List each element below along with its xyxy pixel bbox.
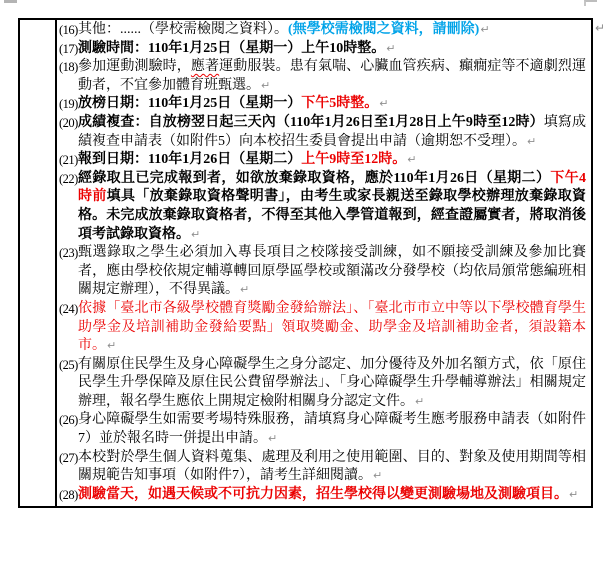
paragraph-mark-icon: ↵ (261, 78, 271, 92)
item-text-segment: 身心障礙學生如需要考場特殊服務，請填寫身心障礙考生應考服務申請表（如附件7）並於報名時一併提出申請。 (78, 412, 586, 447)
item-text-segment: 經錄取且已完成報到者，如欲放棄錄取資格，應於110年1月26日（星期二） (78, 170, 551, 186)
list-item-22 (59, 170, 586, 244)
list-item-23 (59, 244, 586, 300)
item-text-segment: 測驗時間：110年1月25日（星期一）上午10時整。 (78, 40, 386, 56)
item-text-segment: 其他：......（學校需檢閱之資料）。 (78, 22, 288, 37)
item-text-segment: 本校對於學生個人資料蒐集、處理及利用之使用範圍、目的、對象及使用期間等相關規範告知事項（如附件7），請考生詳細閱讀。 (78, 449, 586, 484)
paragraph-mark-icon: ↵ (415, 394, 425, 408)
clipped-paragraph-mark-icon (584, 0, 597, 6)
item-number: (24) (59, 301, 78, 316)
item-number: (26) (59, 413, 78, 428)
item-text-segment: 上午9時至12時。 (301, 152, 407, 168)
paragraph-mark-icon: ↵ (373, 469, 383, 483)
paragraph-mark-icon: ↵ (379, 97, 389, 111)
paragraph-mark-icon: ↵ (107, 339, 117, 353)
item-text-segment: 下午4時前 (78, 170, 587, 205)
list-item-16 (59, 21, 586, 40)
item-number: (23) (59, 246, 78, 261)
item-text-segment: (無學校需檢閱之資料，請刪除) (288, 22, 480, 37)
list-item-21 (59, 151, 586, 170)
paragraph-mark-icon: ↵ (480, 23, 490, 36)
item-number: (25) (59, 357, 78, 372)
item-text-segment: 運動服裝。患有氣喘、心臟血管疾病、癲癇症等不適劇烈運動者，不宜參加體育班甄選。 (78, 59, 587, 93)
item-text-segment: 放榜日期：110年1月25日（星期一） (78, 96, 302, 112)
paragraph-mark-icon: ↵ (240, 283, 250, 297)
list-item-28 (59, 486, 586, 505)
list-item-27 (59, 449, 586, 486)
item-text-segment: 應著 (190, 59, 220, 75)
item-text-segment: 有關原住民學生及身心障礙學生之身分認定、加分優待及外加名額方式，依「原住民學生升學保障及原住民公費留學辦法」、「身心障礙學生升學輔導辦法」相關規定辦理，報名學生應依上開規定檢附相關身分認定文件。 (78, 356, 586, 409)
item-number: (17) (59, 41, 78, 56)
paragraph-mark-icon: ↵ (527, 134, 537, 148)
list-item-26 (59, 411, 586, 448)
paragraph-mark-icon: ↵ (268, 432, 278, 446)
list-item-17 (59, 40, 586, 59)
notes-table (18, 18, 593, 508)
list-item-25 (59, 356, 586, 412)
item-text-segment: 成績複查：自放榜翌日起三天內（110年1月26日至1月28日上午9時至12時） (78, 114, 544, 130)
paragraph-mark-icon: ↵ (386, 41, 396, 55)
item-number: (18) (59, 60, 78, 75)
item-text-segment: 參加運動測驗時， (78, 59, 191, 75)
list-item-24 (59, 300, 586, 356)
paragraph-mark-icon: ↵ (191, 227, 201, 241)
item-text-segment: 測驗當天，如遇天候或不可抗力因素，招生學校得以變更測驗場地及測驗項目。 (78, 486, 568, 502)
item-number: (28) (59, 487, 78, 502)
notes-list (57, 20, 591, 506)
item-number: (27) (59, 450, 78, 465)
list-item-18 (59, 58, 586, 95)
item-number: (21) (59, 153, 78, 168)
item-text-segment: 報到日期：110年1月26日（星期二） (78, 152, 302, 168)
table-row-end-paragraph-mark-icon: ↵ (595, 21, 606, 35)
clipped-mark-top-left (4, 0, 17, 3)
item-text-segment: 依據「臺北市各級學校體育獎勵金發給辦法」、「臺北市市立中等以下學校體育學生助學金及培訓補助金發給要點」領取獎勵金、助學金及培訓補助金者，須設籍本市。 (78, 300, 586, 354)
item-text-segment: 填具「放棄錄取資格聲明書」，由考生或家長親送至錄取學校辦理放棄錄取資格。未完成放棄錄取資格者，不得至其他入學管道報到，經查證屬實者，將取消後項考試錄取資格。 (78, 189, 587, 242)
item-number: (20) (59, 115, 78, 130)
list-item-19 (59, 95, 586, 114)
paragraph-mark-icon: ↵ (569, 487, 579, 501)
item-text-segment: 甄選錄取之學生必須加入專長項目之校隊接受訓練，如不願接受訓練及參加比賽者，應由學校依規定輔導轉回原學區學校或額滿改分發學校（均依局頒常態編班相關規定辦理），不得異議。 (78, 245, 586, 298)
item-number: (22) (59, 171, 78, 186)
table-left-cell (20, 20, 57, 506)
item-number: (19) (59, 97, 78, 112)
paragraph-mark-icon: ↵ (407, 153, 417, 167)
item-text-segment: 填寫成績複查申請表（如附件5）向本校招生委員會提出申請（逾期恕不受理）。 (78, 114, 586, 149)
list-item-20 (59, 114, 586, 151)
item-number: (16) (59, 23, 78, 37)
item-text-segment: 下午5時整。 (301, 96, 379, 112)
